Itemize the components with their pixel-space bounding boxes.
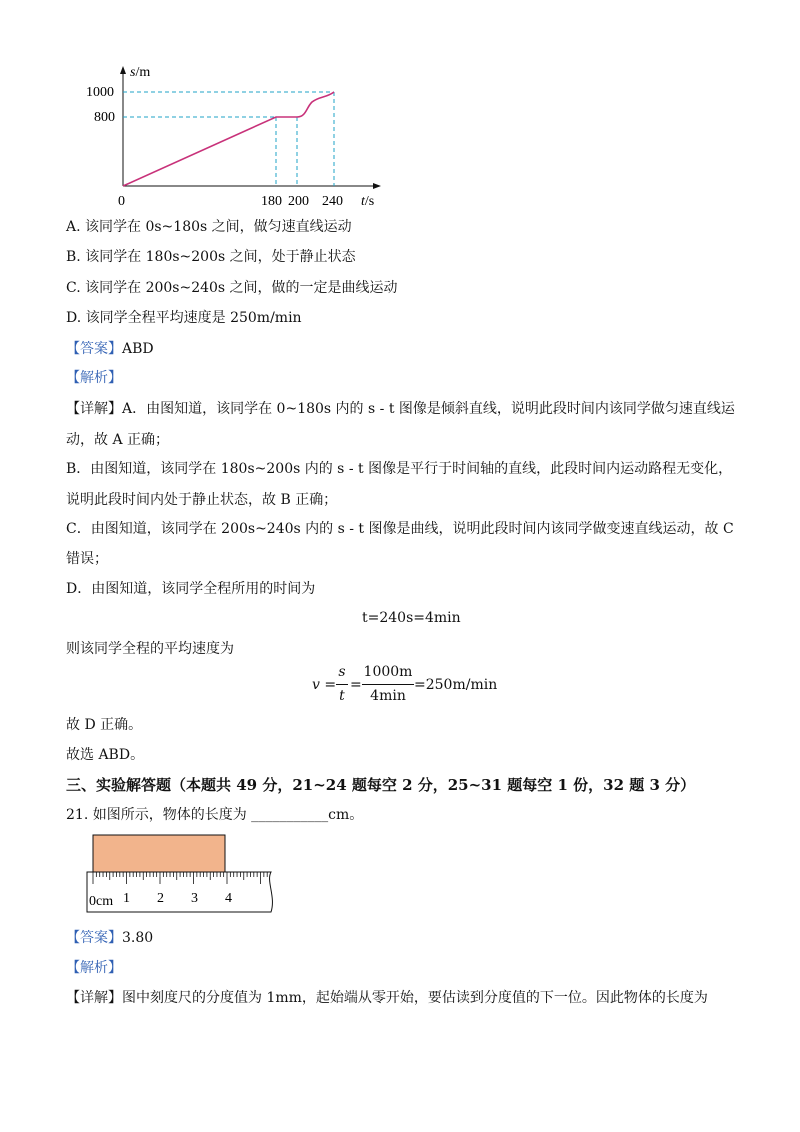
detail-tag: 【详解】 — [66, 401, 122, 417]
q21-answer-tag: 【答案】 — [66, 930, 122, 946]
q21-answer-value: 3.80 — [122, 930, 154, 946]
d-correct: 故 D 正确。 — [66, 717, 143, 733]
equation-time: t=240s=4min — [362, 610, 461, 626]
q21-analysis-tag: 【解析】 — [66, 960, 122, 976]
ruler-label-2: 2 — [157, 891, 164, 906]
ruler-body — [87, 872, 272, 912]
detail-b-line2: 说明此段时间内处于静止状态，故 B 正确； — [66, 492, 338, 508]
ruler-label-3: 3 — [191, 891, 198, 906]
option-c: C. 该同学在 200s~240s 之间，做的一定是曲线运动 — [66, 280, 398, 296]
detail-c-line2: 错误； — [66, 551, 108, 567]
section-3-heading: 三、实验解答题（本题共 49 分，21~24 题每空 2 分，25~31 题每空 1 份，32 题 3 分） — [66, 776, 696, 794]
answer-line — [66, 340, 154, 358]
y-tick-1000: 1000 — [86, 85, 114, 100]
q21-detail: 【详解】图中刻度尺的分度值为 1mm，起始端从零开始，要估读到分度值的下一位。因此物体的长度为 — [66, 990, 708, 1006]
answer-value: ABD — [122, 341, 154, 357]
answer-tag: 【答案】 — [66, 341, 122, 357]
motion-curve — [123, 92, 334, 186]
detail-b-line1: B．由图知道，该同学在 180s~200s 内的 s - t 图像是平行于时间轴的直线，此段时间内运动路程无变化， — [66, 461, 733, 477]
avg-intro: 则该同学全程的平均速度为 — [66, 641, 234, 657]
detail-d-line1: D．由图知道，该同学全程所用的时间为 — [66, 581, 316, 597]
option-d: D. 该同学全程平均速度是 250m/min — [66, 310, 302, 326]
q21-answer-line — [66, 929, 153, 947]
x-tick-180: 180 — [261, 194, 282, 209]
detail-c-line1: C．由图知道，该同学在 200s~240s 内的 s - t 图像是曲线，说明此段时间内该同学做变速直线运动，故 C — [66, 521, 734, 537]
ruler-label-4: 4 — [225, 891, 232, 906]
y-axis-arrow — [120, 66, 126, 74]
origin-label: 0 — [118, 194, 125, 209]
x-axis-arrow — [373, 183, 381, 189]
x-tick-200: 200 — [288, 194, 309, 209]
x-axis-label: t/s — [361, 194, 375, 209]
ruler-label-1: 1 — [123, 891, 130, 906]
s-t-graph — [80, 62, 480, 212]
y-tick-800: 800 — [94, 110, 115, 125]
ruler-figure — [80, 833, 290, 918]
detail-a-line1: 【详解】A．由图知道，该同学在 0~180s 内的 s - t 图像是倾斜直线，说明此段时间内该同学做匀速直线运 — [66, 401, 735, 417]
option-b: B. 该同学在 180s~200s 之间，处于静止状态 — [66, 249, 356, 265]
y-axis-label: s/m — [130, 65, 151, 80]
q21-question: 21. 如图所示，物体的长度为 ___________cm。 — [66, 807, 364, 823]
option-a: A. 该同学在 0s~180s 之间，做匀速直线运动 — [66, 219, 352, 235]
final-choice: 故选 ABD。 — [66, 747, 145, 763]
ruler-unit-label: 0cm — [89, 894, 114, 909]
measured-object — [93, 835, 225, 872]
analysis-tag: 【解析】 — [66, 370, 122, 386]
q21-detail-tag: 【详解】 — [66, 990, 122, 1006]
x-tick-240: 240 — [322, 194, 343, 209]
detail-a-line2: 动，故 A 正确； — [66, 432, 170, 448]
